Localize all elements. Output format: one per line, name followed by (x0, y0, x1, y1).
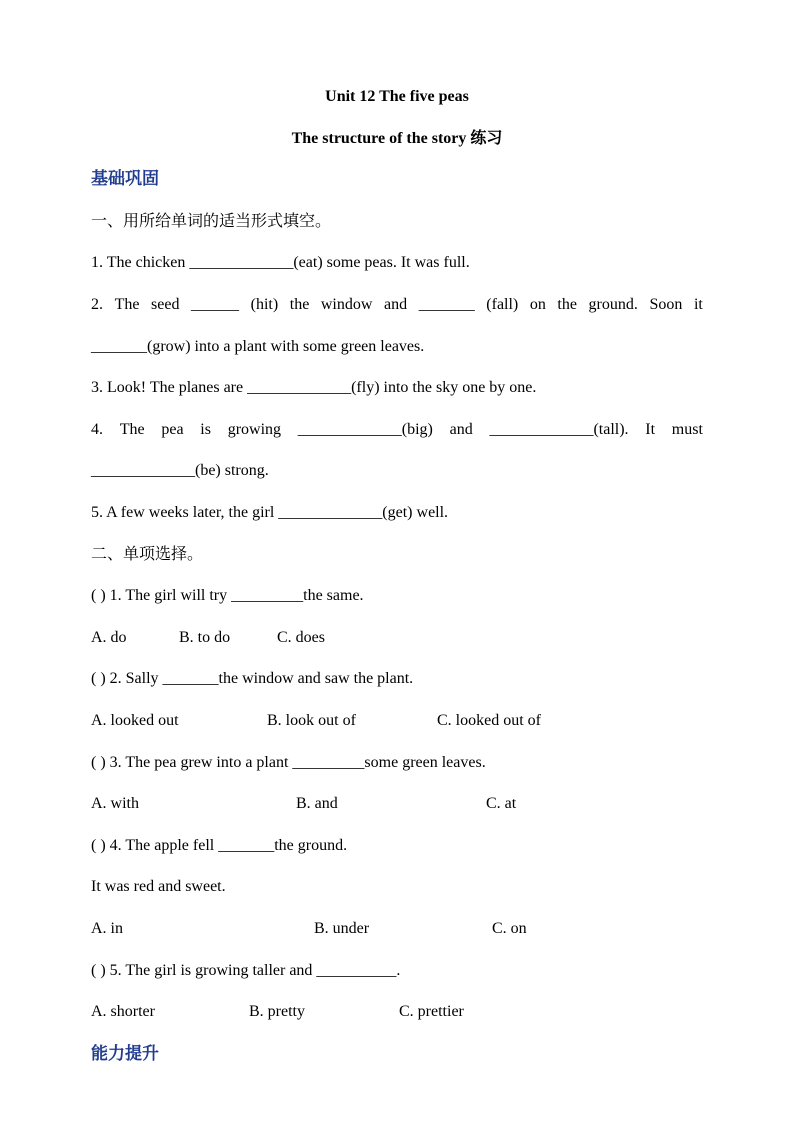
q2-word: The (114, 296, 140, 313)
q2-word: seed (151, 296, 180, 313)
q2-word: Soon (649, 296, 683, 313)
part2-q2-option-c: C. looked out of (437, 712, 541, 729)
q4-word: 4. (91, 421, 103, 438)
part1-question-2-line2: _______(grow) into a plant with some green leaves. (91, 338, 425, 355)
part1-question-4-line1 (91, 420, 703, 440)
part2-q5-option-c: C. prettier (399, 1003, 464, 1020)
q4-word: must (671, 421, 703, 438)
part1-question-5: 5. A few weeks later, the girl _____________(get) well. (91, 504, 449, 521)
part1-heading: 一、用所给单词的适当形式填空。 (91, 211, 332, 230)
q2-word: window (320, 296, 373, 313)
part2-question-3: ( ) 3. The pea grew into a plant _________some green leaves. (91, 754, 486, 771)
q4-blank: _____________(big) (297, 421, 433, 438)
q4-word: is (200, 421, 211, 438)
q2-word: 2. (91, 296, 103, 313)
part2-q4-option-b: B. under (314, 920, 370, 937)
section-basic-heading: 基础巩固 (91, 169, 159, 189)
part2-q4-option-c: C. on (492, 920, 527, 937)
q4-blank: _____________(tall). (489, 421, 629, 438)
part2-q3-option-b: B. and (296, 795, 338, 812)
part2-q3-option-a: A. with (91, 795, 139, 812)
part2-q2-option-b: B. look out of (267, 712, 356, 729)
q2-word: ground. (588, 296, 638, 313)
part2-q1-option-a: A. do (91, 629, 127, 646)
part2-q5-option-a: A. shorter (91, 1003, 155, 1020)
q2-word: and (384, 296, 408, 313)
q2-word: the (557, 296, 577, 313)
page-subtitle: The structure of the story 练习 (291, 130, 503, 147)
part2-question-4-line2: It was red and sweet. (91, 878, 226, 895)
part2-question-1: ( ) 1. The girl will try _________the same. (91, 587, 364, 604)
q4-word: The (119, 421, 145, 438)
q4-word: growing (227, 421, 282, 438)
q2-word: the (289, 296, 310, 313)
part2-q1-option-c: C. does (277, 629, 325, 646)
q4-word: and (449, 421, 473, 438)
section-advanced-heading: 能力提升 (91, 1044, 159, 1064)
q2-word: (fall) (486, 296, 519, 313)
part1-question-3: 3. Look! The planes are _____________(fly) into the sky one by one. (91, 379, 537, 396)
q2-word: it (693, 296, 703, 313)
part2-q2-option-a: A. looked out (91, 712, 179, 729)
q2-blank: _______ (418, 296, 475, 313)
part1-question-2-line1 (91, 295, 703, 315)
part1-question-4-line2: _____________(be) strong. (91, 462, 269, 479)
page-title: Unit 12 The five peas (325, 88, 469, 105)
part2-q3-option-c: C. at (486, 795, 517, 812)
q4-word: pea (161, 421, 184, 438)
part2-question-2: ( ) 2. Sally _______the window and saw the plant. (91, 670, 414, 687)
part2-q4-option-a: A. in (91, 920, 123, 937)
part2-q1-option-b: B. to do (179, 629, 231, 646)
q2-word: on (529, 296, 546, 313)
part2-question-4: ( ) 4. The apple fell _______the ground. (91, 837, 348, 854)
part2-question-5: ( ) 5. The girl is growing taller and __________. (91, 962, 401, 979)
part2-heading: 二、单项选择。 (91, 544, 204, 563)
q2-word: (hit) (250, 296, 279, 313)
q2-blank: ______ (191, 296, 240, 313)
part2-q5-option-b: B. pretty (249, 1003, 305, 1020)
part1-question-1: 1. The chicken _____________(eat) some peas. It was full. (91, 254, 470, 271)
q4-word: It (645, 421, 656, 438)
